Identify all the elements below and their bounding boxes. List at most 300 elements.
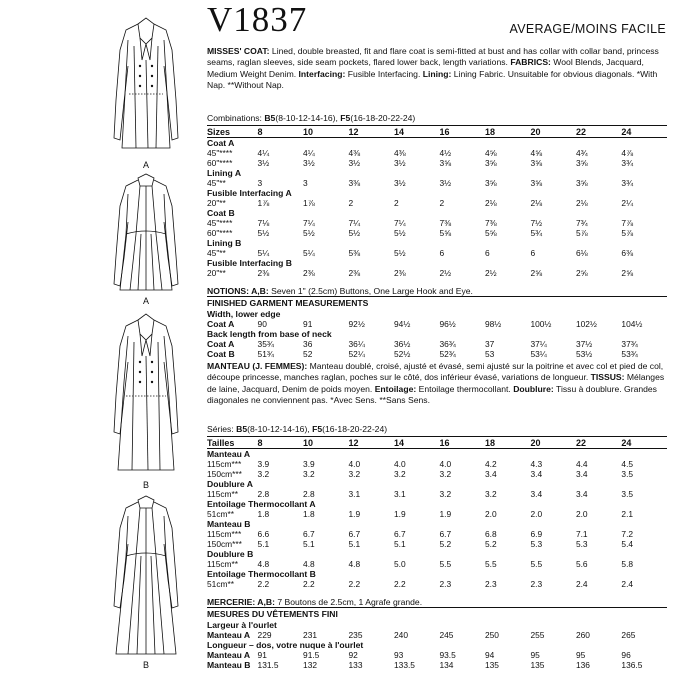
bold-label: MISSES' COAT: [207, 46, 270, 56]
size-header-cell: 14 [394, 437, 439, 449]
table-row [207, 660, 667, 670]
table-cell: 37¼ [530, 339, 547, 349]
table-cell: 3.4 [530, 469, 543, 479]
row-label: 20"** [207, 268, 226, 278]
table-cell: 5.1 [348, 539, 361, 549]
table-row [207, 630, 667, 640]
table-cell: 2.8 [303, 489, 315, 499]
french-measurements-title: MESURES DU VÊTEMENTS FINI [207, 609, 338, 619]
table-cell: 3⅝ [575, 178, 588, 188]
table-cell: 6.9 [530, 529, 543, 539]
table-cell: 5⅜ [348, 248, 361, 258]
row-label: Coat B [207, 349, 235, 359]
table-cell: 5.5 [530, 559, 543, 569]
text-segment: Fusible Interfacing. [345, 68, 423, 79]
row-label: 45"**** [207, 148, 233, 158]
table-cell: 6.7 [348, 529, 361, 539]
size-header-cell: 22 [576, 437, 621, 449]
table-cell: 3.4 [575, 489, 588, 499]
size-header-cell: 20 [530, 126, 575, 138]
table-cell: 6⅜ [621, 248, 634, 258]
table-cell: 7¼ [394, 218, 406, 228]
table-cell: 133 [348, 660, 363, 670]
combinations-label: Combinations: [207, 113, 265, 123]
table-cell: 260 [575, 630, 590, 640]
table-cell: 91 [303, 319, 313, 329]
table-cell: 52¼ [348, 349, 365, 359]
table-cell: 132 [303, 660, 318, 670]
group-label: Entoilage Thermocollant B [207, 569, 316, 579]
combinations-label: Séries: [207, 424, 237, 434]
section-divider [207, 607, 667, 608]
row-label: Manteau B [207, 660, 251, 670]
table-cell: 2½ [484, 268, 497, 278]
figure-label: B [142, 660, 149, 670]
text-segment: Wool Blends, Jacquard, Medium Weight Denim. [207, 57, 644, 79]
table-group-row [207, 309, 667, 319]
table-cell: 240 [394, 630, 408, 640]
text-segment: Seven 1" (2.5cm) Buttons, One Large Hook and Eye. [268, 286, 473, 296]
text-segment: Entoilage thermocollant. [416, 383, 514, 394]
row-label: 150cm*** [207, 539, 242, 549]
table-cell: 53¼ [530, 349, 547, 359]
table-cell: 2.0 [575, 509, 588, 519]
text-segment: Lining Fabric. Unsuitable for obvious diagonals. *With Nap. **Without Nap. [207, 68, 658, 90]
group-label: Manteau B [207, 519, 251, 529]
table-cell: 4⅜ [394, 148, 406, 158]
table-cell: 3⅝ [484, 178, 497, 188]
table-cell: 136.5 [621, 660, 643, 670]
table-cell: 102½ [575, 319, 597, 329]
table-cell: 4¼ [257, 148, 270, 158]
table-cell: 98½ [484, 319, 502, 329]
table-cell: 231 [303, 630, 318, 640]
bold-label: F5 [340, 113, 351, 123]
table-cell: 5¼ [257, 248, 270, 258]
table-cell: 5½ [394, 248, 406, 258]
group-label: Width, lower edge [207, 309, 281, 319]
table-cell: 7.2 [621, 529, 634, 539]
table-cell: 5.5 [439, 559, 452, 569]
row-label: Manteau A [207, 630, 251, 640]
bold-label: F5 [312, 424, 323, 434]
group-label: Doublure A [207, 479, 253, 489]
table-cell: 3¾ [621, 158, 634, 168]
table-cell: 1.9 [394, 509, 406, 519]
table-cell: 2.2 [348, 579, 361, 589]
table-cell: 2.2 [303, 579, 315, 589]
table-cell: 2⅛ [484, 198, 497, 208]
table-row [207, 349, 667, 359]
english-measurements-title: FINISHED GARMENT MEASUREMENTS [207, 298, 369, 308]
english-yardage-table [207, 125, 667, 278]
bold-label: Entoilage: [374, 383, 417, 394]
table-cell: 2.3 [484, 579, 497, 589]
table-cell: 5½ [348, 228, 361, 238]
group-label: Coat A [207, 138, 235, 148]
size-header-cell: 22 [576, 126, 621, 138]
table-cell: 7¼ [303, 218, 315, 228]
french-yardage-table [207, 436, 667, 589]
table-row [207, 509, 667, 519]
illustration-column [96, 10, 196, 675]
table-cell: 2.8 [257, 489, 270, 499]
group-label: Entoilage Thermocollant A [207, 499, 316, 509]
size-header-cell: 10 [303, 126, 348, 138]
table-cell: 3½ [348, 158, 361, 168]
size-header-label: Sizes [207, 126, 258, 138]
table-row [207, 178, 667, 188]
table-group-row [207, 168, 667, 178]
row-label: 115cm** [207, 489, 239, 499]
table-cell: 36¾ [439, 339, 456, 349]
english-description [207, 46, 667, 91]
size-header-row [207, 126, 667, 138]
table-cell: 2.4 [621, 579, 634, 589]
table-cell: 4.4 [575, 459, 588, 469]
table-cell: 96½ [439, 319, 456, 329]
table-cell: 5¼ [303, 248, 315, 258]
table-cell: 6 [439, 248, 445, 258]
table-cell: 4.8 [348, 559, 361, 569]
table-cell: 2⅜ [257, 268, 270, 278]
text-segment: (16-18-20-22-24) [350, 113, 416, 123]
english-combinations [207, 113, 415, 123]
table-cell: 135 [530, 660, 545, 670]
combinations-sizes [236, 424, 387, 434]
table-cell: 52 [303, 349, 313, 359]
text-segment: Lined, double breasted, fit and flare coat is semi-fitted at bust and has collar with collar band, princess seams, raglan sleeves, side seam pockets, flared lower back, length variations. [207, 46, 659, 68]
size-header-cell: 16 [439, 437, 484, 449]
difficulty-level: AVERAGE/MOINS FACILE [509, 22, 666, 36]
table-cell: 3.5 [621, 489, 634, 499]
table-cell: 92½ [348, 319, 365, 329]
table-cell: 2⅝ [575, 268, 588, 278]
table-cell: 4½ [439, 148, 452, 158]
table-cell: 4.0 [348, 459, 361, 469]
table-cell: 93 [394, 650, 404, 660]
group-label: Fusible Interfacing A [207, 188, 292, 198]
figure-label: B [142, 480, 149, 490]
table-group-row [207, 620, 667, 630]
table-cell: 5½ [394, 228, 406, 238]
bold-label: Interfacing: [298, 68, 346, 79]
table-cell: 2⅜ [348, 268, 361, 278]
table-group-row [207, 569, 667, 579]
table-cell: 2.0 [530, 509, 543, 519]
coat-a-back-drawing [96, 172, 196, 294]
bold-label: Doublure: [513, 383, 554, 394]
table-row [207, 459, 667, 469]
table-cell: 4.0 [394, 459, 406, 469]
table-cell: 5.1 [257, 539, 270, 549]
table-cell: 7⅛ [257, 218, 270, 228]
text-segment: (16-18-20-22-24) [322, 424, 388, 434]
french-measurements-table [207, 620, 667, 670]
table-cell: 5½ [303, 228, 315, 238]
row-label: 60"**** [207, 158, 233, 168]
table-group-row [207, 258, 667, 268]
table-group-row [207, 188, 667, 198]
french-notions [207, 597, 667, 607]
table-cell: 3.2 [439, 469, 452, 479]
table-cell: 2 [348, 198, 354, 208]
table-cell: 53 [484, 349, 495, 359]
table-cell: 3¾ [621, 178, 634, 188]
table-cell: 235 [348, 630, 363, 640]
row-label: 45"** [207, 248, 226, 258]
size-header-cell: 8 [258, 126, 303, 138]
table-row [207, 339, 667, 349]
table-cell: 3.2 [484, 489, 497, 499]
table-cell: 7⅜ [484, 218, 497, 228]
table-cell: 2 [439, 198, 445, 208]
table-cell: 2.0 [484, 509, 497, 519]
table-cell: 3.2 [439, 489, 452, 499]
table-cell: 4.5 [621, 459, 634, 469]
figure-label: A [142, 296, 149, 306]
size-header-row [207, 437, 667, 449]
bold-label: NOTIONS: A,B: [207, 286, 269, 296]
table-cell: 6.7 [439, 529, 452, 539]
table-cell: 5.6 [575, 559, 588, 569]
table-cell: 52¾ [439, 349, 456, 359]
table-cell: 5⅞ [621, 228, 634, 238]
table-cell: 3½ [303, 158, 315, 168]
size-header-cell: 8 [258, 437, 303, 449]
table-cell: 3.2 [303, 469, 315, 479]
table-cell: 3½ [439, 178, 452, 188]
table-cell: 3 [257, 178, 263, 188]
table-cell: 4¼ [303, 148, 315, 158]
row-label: 51cm** [207, 509, 234, 519]
table-cell: 1.8 [303, 509, 315, 519]
table-cell: 3.5 [621, 469, 634, 479]
table-cell: 52½ [394, 349, 411, 359]
table-group-row [207, 449, 667, 460]
text-segment: (8-10-12-14-16), [275, 113, 341, 123]
table-cell: 3½ [394, 158, 406, 168]
bold-label: MANTEAU (J. FEMMES): [207, 361, 308, 371]
table-row [207, 559, 667, 569]
table-cell: 3⅜ [348, 178, 361, 188]
table-cell: 133.5 [394, 660, 415, 670]
table-cell: 36¼ [348, 339, 365, 349]
table-row [207, 148, 667, 158]
table-cell: 3⅝ [575, 158, 588, 168]
table-cell: 5⅞ [575, 228, 588, 238]
table-cell: 2⅜ [394, 268, 406, 278]
group-label: Lining A [207, 168, 242, 178]
table-cell: 4¾ [575, 148, 588, 158]
row-label: 20"** [207, 198, 226, 208]
group-label: Largeur à l'ourlet [207, 620, 277, 630]
row-label: 45"** [207, 178, 226, 188]
table-cell: 4.8 [303, 559, 315, 569]
group-label: Doublure B [207, 549, 254, 559]
row-label: 115cm** [207, 559, 239, 569]
table-cell: 3.9 [303, 459, 315, 469]
table-cell: 3⅝ [439, 158, 452, 168]
table-cell: 5.3 [530, 539, 543, 549]
bold-label: FABRICS: [510, 57, 551, 68]
table-cell: 2.2 [394, 579, 406, 589]
table-cell: 2.3 [439, 579, 452, 589]
table-cell: 95 [575, 650, 586, 660]
table-cell: 135 [484, 660, 499, 670]
row-label: 45"**** [207, 218, 233, 228]
table-cell: 131.5 [257, 660, 279, 670]
coat-a-front-drawing [96, 10, 196, 160]
table-group-row [207, 238, 667, 248]
table-cell: 3.2 [348, 469, 361, 479]
table-cell: 36 [303, 339, 313, 349]
table-cell: 5.2 [484, 539, 497, 549]
french-combinations [207, 424, 387, 434]
table-cell: 91.5 [303, 650, 320, 660]
table-cell: 96 [621, 650, 631, 660]
text-segment: Tissu à doublure. Grandes diagonales ne conviennent pas. *Avec Sens. **Sans Sens. [207, 383, 657, 405]
table-cell: 1.8 [257, 509, 270, 519]
row-label: Coat A [207, 339, 235, 349]
table-cell: 3.2 [394, 469, 406, 479]
size-header-cell: 24 [621, 126, 667, 138]
table-cell: 2 [394, 198, 399, 208]
section-divider [207, 296, 667, 297]
table-cell: 2⅜ [303, 268, 315, 278]
table-row [207, 228, 667, 238]
table-cell: 2½ [439, 268, 452, 278]
table-row [207, 319, 667, 329]
table-cell: 5.5 [484, 559, 497, 569]
table-group-row [207, 549, 667, 559]
table-cell: 7.1 [575, 529, 588, 539]
table-cell: 5.1 [394, 539, 406, 549]
table-cell: 3.4 [484, 469, 497, 479]
table-cell: 1.9 [348, 509, 361, 519]
row-label: 115cm*** [207, 529, 242, 539]
group-label: Coat B [207, 208, 235, 218]
size-header-cell: 16 [439, 126, 484, 138]
table-cell: 104½ [621, 319, 643, 329]
table-cell: 3 [303, 178, 308, 188]
table-cell: 36½ [394, 339, 411, 349]
table-cell: 5.0 [394, 559, 406, 569]
table-cell: 5⅝ [484, 228, 497, 238]
english-notions [207, 286, 667, 296]
size-header-cell: 18 [485, 437, 530, 449]
coat-b-back-drawing [96, 494, 196, 660]
table-cell: 6 [484, 248, 490, 258]
table-cell: 94½ [394, 319, 411, 329]
table-row [207, 650, 667, 660]
table-cell: 6.6 [257, 529, 270, 539]
table-group-row [207, 499, 667, 509]
table-cell: 53¾ [621, 349, 638, 359]
group-label: Lining B [207, 238, 242, 248]
table-cell: 51¾ [257, 349, 274, 359]
table-cell: 4.8 [257, 559, 270, 569]
table-row [207, 489, 667, 499]
size-header-cell: 10 [303, 437, 348, 449]
text-segment: 7 Boutons de 2.5cm, 1 Agrafe grande. [274, 597, 423, 607]
table-cell: 7⅜ [439, 218, 452, 228]
figure-label: A [142, 160, 149, 170]
table-cell: 4.2 [484, 459, 497, 469]
table-cell: 4⅝ [484, 148, 497, 158]
table-cell: 5¾ [530, 228, 543, 238]
table-cell: 5.2 [439, 539, 452, 549]
table-cell: 91 [257, 650, 267, 660]
table-cell: 245 [439, 630, 454, 640]
table-cell: 3½ [394, 178, 406, 188]
table-cell: 3.2 [257, 469, 270, 479]
table-cell: 2.1 [621, 509, 634, 519]
table-cell: 1.9 [439, 509, 452, 519]
table-cell: 3.1 [394, 489, 406, 499]
pattern-number: V1837 [207, 0, 308, 39]
table-cell: 100½ [530, 319, 552, 329]
row-label: 60"**** [207, 228, 233, 238]
table-cell: 37½ [575, 339, 593, 349]
row-label: Coat A [207, 319, 235, 329]
text-segment: (8-10-12-14-16), [247, 424, 313, 434]
table-cell: 3⅝ [484, 158, 497, 168]
table-cell: 4.0 [439, 459, 452, 469]
bold-label: MERCERIE: A,B: [207, 597, 275, 607]
table-cell: 2⅛ [575, 198, 588, 208]
size-header-label: Tailles [207, 437, 258, 449]
table-cell: 7⅞ [621, 218, 634, 228]
table-cell: 3⅝ [530, 178, 543, 188]
table-cell: 136 [575, 660, 590, 670]
bold-label: TISSUS: [590, 372, 625, 383]
table-cell: 3⅝ [530, 158, 543, 168]
table-row [207, 268, 667, 278]
table-cell: 2⅛ [530, 198, 543, 208]
table-cell: 3½ [257, 158, 270, 168]
table-cell: 37 [484, 339, 495, 349]
table-group-row [207, 329, 667, 339]
bold-label: Lining: [422, 68, 452, 79]
table-cell: 5.1 [303, 539, 315, 549]
table-cell: 3.1 [348, 489, 361, 499]
table-cell: 229 [257, 630, 272, 640]
table-cell: 3.4 [575, 469, 588, 479]
table-cell: 7¾ [575, 218, 588, 228]
table-cell: 2⅝ [621, 268, 634, 278]
size-header-cell: 12 [349, 437, 394, 449]
table-cell: 7¼ [348, 218, 361, 228]
size-header-cell: 20 [530, 437, 575, 449]
table-cell: 37¾ [621, 339, 638, 349]
table-row [207, 579, 667, 589]
table-cell: 5.4 [621, 539, 634, 549]
table-cell: 6.7 [303, 529, 315, 539]
table-cell: 5½ [257, 228, 270, 238]
table-cell: 95 [530, 650, 540, 660]
table-cell: 94 [484, 650, 495, 660]
table-cell: 7½ [530, 218, 543, 228]
text-segment: Manteau doublé, croisé, ajusté et évasé, semi ajusté sur la poitrine et avec col et pied de col, découpe princesse, manches raglan, poches sur le côté, dos inférieur évasé, variations de longueur. [207, 361, 664, 383]
table-group-row [207, 208, 667, 218]
table-group-row [207, 138, 667, 149]
table-cell: 35¾ [257, 339, 274, 349]
row-label: Manteau A [207, 650, 251, 660]
table-cell: 5⅝ [439, 228, 452, 238]
table-cell: 90 [257, 319, 267, 329]
table-cell: 3.4 [530, 489, 543, 499]
